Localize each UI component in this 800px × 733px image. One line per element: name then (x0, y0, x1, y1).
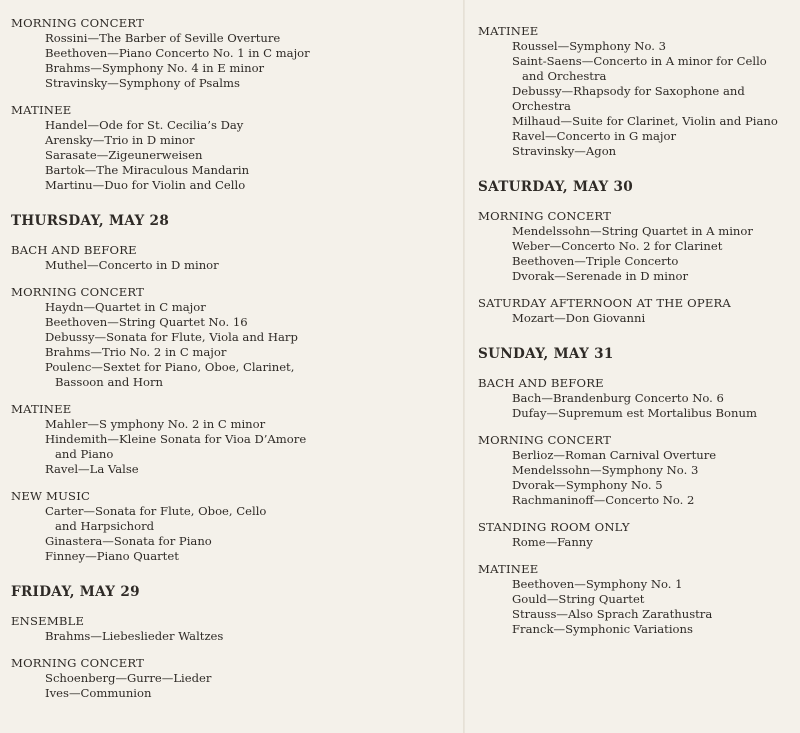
section-heading: BACH AND BEFORE (478, 376, 604, 390)
section-heading: BACH AND BEFORE (11, 243, 137, 257)
program-item: Dvorak—Symphony No. 5 (512, 478, 663, 492)
program-item: Ginastera—Sonata for Piano (45, 534, 212, 548)
program-section (478, 433, 788, 508)
program-section (11, 285, 451, 390)
day-heading: THURSDAY, MAY 28 (11, 213, 170, 229)
program-item: Dvorak—Serenade in D minor (512, 269, 688, 283)
section-heading: NEW MUSIC (11, 489, 91, 503)
program-section (11, 656, 451, 701)
program-item: Rome—Fanny (512, 535, 593, 549)
program-section (11, 489, 451, 564)
program-item: Bartok—The Miraculous Mandarin (45, 163, 250, 177)
program-section (478, 520, 788, 550)
program-item: Bach—Brandenburg Concerto No. 6 (512, 391, 724, 405)
program-item: Beethoven—Piano Concerto No. 1 in C major (45, 46, 310, 60)
program-item: Carter—Sonata for Flute, Oboe, Cello (45, 504, 267, 518)
program-item: Poulenc—Sextet for Piano, Oboe, Clarinet, (45, 360, 295, 374)
program-item: Weber—Concerto No. 2 for Clarinet (512, 239, 723, 253)
program-section (478, 376, 788, 421)
program-item: Berlioz—Roman Carnival Overture (512, 448, 717, 462)
program-item: Beethoven—Symphony No. 1 (512, 577, 683, 591)
program-item-continuation: Bassoon and Horn (55, 375, 164, 389)
program-item: Franck—Symphonic Variations (512, 622, 693, 636)
section-heading: SATURDAY AFTERNOON AT THE OPERA (478, 296, 731, 310)
section-heading: MATINEE (11, 402, 72, 416)
section-heading: STANDING ROOM ONLY (478, 520, 630, 534)
program-item: Milhaud—Suite for Clarinet, Violin and Piano (512, 114, 778, 128)
program-item: Strauss—Also Sprach Zarathustra (512, 607, 713, 621)
section-heading: ENSEMBLE (11, 614, 85, 628)
day-heading: SUNDAY, MAY 31 (478, 346, 614, 362)
day-heading: FRIDAY, MAY 29 (11, 584, 140, 600)
section-heading: MATINEE (478, 562, 539, 576)
program-item: Debussy—Sonata for Flute, Viola and Harp (45, 330, 298, 344)
section-heading: MATINEE (478, 24, 539, 38)
section-heading: MORNING CONCERT (478, 209, 612, 223)
program-item: Finney—Piano Quartet (45, 549, 179, 563)
program-item-continuation: and Orchestra (522, 69, 607, 83)
section-heading: MATINEE (11, 103, 72, 117)
program-item: Roussel—Symphony No. 3 (512, 39, 666, 53)
section-heading: MORNING CONCERT (478, 433, 612, 447)
program-item: Dufay—Supremum est Mortalibus Bonum (512, 406, 757, 420)
program-item: Brahms—Liebeslieder Waltzes (45, 629, 224, 643)
program-item: Saint-Saens—Concerto in A minor for Cello (512, 54, 767, 68)
program-item: Mendelssohn—Symphony No. 3 (512, 463, 699, 477)
program-item: Mozart—Don Giovanni (512, 311, 646, 325)
program-item: Ravel—Concerto in G major (512, 129, 676, 143)
program-item: Rachmaninoff—Concerto No. 2 (512, 493, 695, 507)
section-heading: MORNING CONCERT (11, 656, 145, 670)
program-item: Brahms—Symphony No. 4 in E minor (45, 61, 265, 75)
program-item-continuation: and Harpsichord (55, 519, 155, 533)
program-item: Hindemith—Kleine Sonata for Vioa D’Amore (45, 432, 307, 446)
program-section (11, 402, 451, 477)
program-item: Stravinsky—Symphony of Psalms (45, 76, 240, 90)
program-item: Mahler—S ymphony No. 2 in C minor (45, 417, 266, 431)
program-section (11, 614, 451, 644)
program-column-right (478, 24, 788, 649)
page-fold (463, 0, 465, 733)
program-item: Debussy—Rhapsody for Saxophone and Orchestra (512, 84, 745, 113)
section-heading: MORNING CONCERT (11, 16, 145, 30)
program-section (11, 16, 451, 91)
program-section (478, 296, 788, 326)
program-item: Schoenberg—Gurre—Lieder (45, 671, 212, 685)
program-section (478, 209, 788, 284)
program-item: Rossini—The Barber of Seville Overture (45, 31, 281, 45)
program-item: Beethoven—String Quartet No. 16 (45, 315, 248, 329)
program-section (478, 24, 788, 159)
program-item: Ravel—La Valse (45, 462, 139, 476)
program-item-continuation: and Piano (55, 447, 114, 461)
program-item: Arensky—Trio in D minor (45, 133, 195, 147)
program-item: Sarasate—Zigeunerweisen (45, 148, 203, 162)
program-section (11, 103, 451, 193)
program-item: Mendelssohn—String Quartet in A minor (512, 224, 753, 238)
program-item: Gould—String Quartet (512, 592, 645, 606)
program-item: Martinu—Duo for Violin and Cello (45, 178, 246, 192)
program-item: Beethoven—Triple Concerto (512, 254, 679, 268)
section-heading: MORNING CONCERT (11, 285, 145, 299)
program-item: Ives—Communion (45, 686, 152, 700)
program-item: Haydn—Quartet in C major (45, 300, 206, 314)
program-section (11, 243, 451, 273)
program-item: Muthel—Concerto in D minor (45, 258, 219, 272)
program-column-left (11, 16, 451, 713)
program-item: Handel—Ode for St. Cecilia’s Day (45, 118, 244, 132)
program-item: Brahms—Trio No. 2 in C major (45, 345, 227, 359)
day-heading: SATURDAY, MAY 30 (478, 179, 634, 195)
program-section (478, 562, 788, 637)
program-item: Stravinsky—Agon (512, 144, 617, 158)
